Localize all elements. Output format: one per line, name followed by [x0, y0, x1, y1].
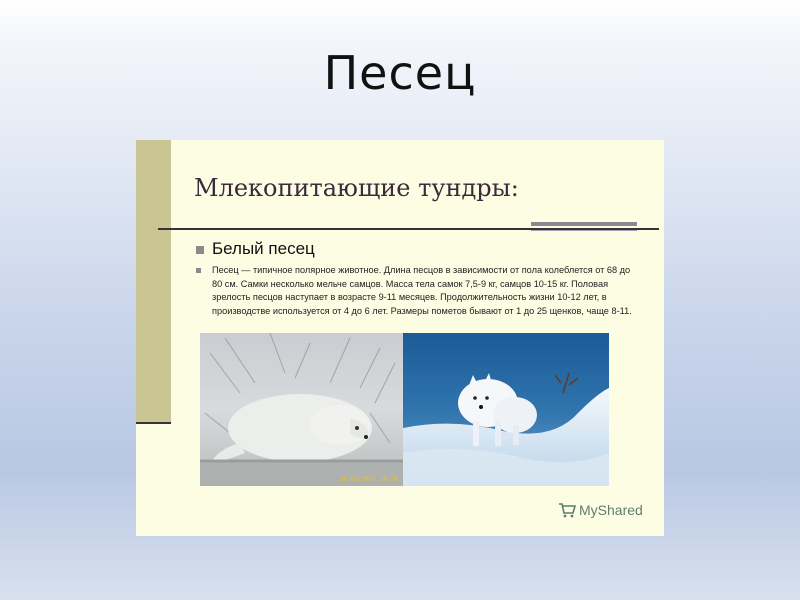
side-line [136, 422, 171, 424]
bullet-icon [196, 246, 204, 254]
cart-icon [558, 502, 576, 518]
watermark [558, 502, 643, 518]
embedded-heading: Млекопитающие тундры: [194, 174, 519, 202]
side-strip [136, 140, 171, 422]
heading-rule-accent [531, 222, 637, 226]
subheading: Белый песец [212, 239, 315, 258]
photo-fox-standing [403, 333, 609, 486]
bullet-icon [196, 268, 201, 273]
photo-timestamp: 20/03/2014 10:59 [340, 476, 398, 483]
body-text: Песец — типичное полярное животное. Длина песцов в зависимости от пола колеблется от 68 до 80 см. Самки несколько мельче самцов. Масса тела самок 7,5-9 кг, самцов 10-15 кг. Половая зрелость песцов наступает в возрасте 9-11 месяцев. Продолжительность жизни 10-12 лет, в производстве используется от 4 до 6 лет. Размеры пометов бывают от 1 до 25 щенков, чаще 8-11. [212, 265, 632, 316]
watermark-text: MyShared [579, 502, 643, 518]
embedded-slide [136, 140, 664, 536]
photo-fox-in-snow [200, 333, 405, 486]
slide-title: Песец [323, 46, 477, 100]
heading-rule [158, 228, 659, 230]
